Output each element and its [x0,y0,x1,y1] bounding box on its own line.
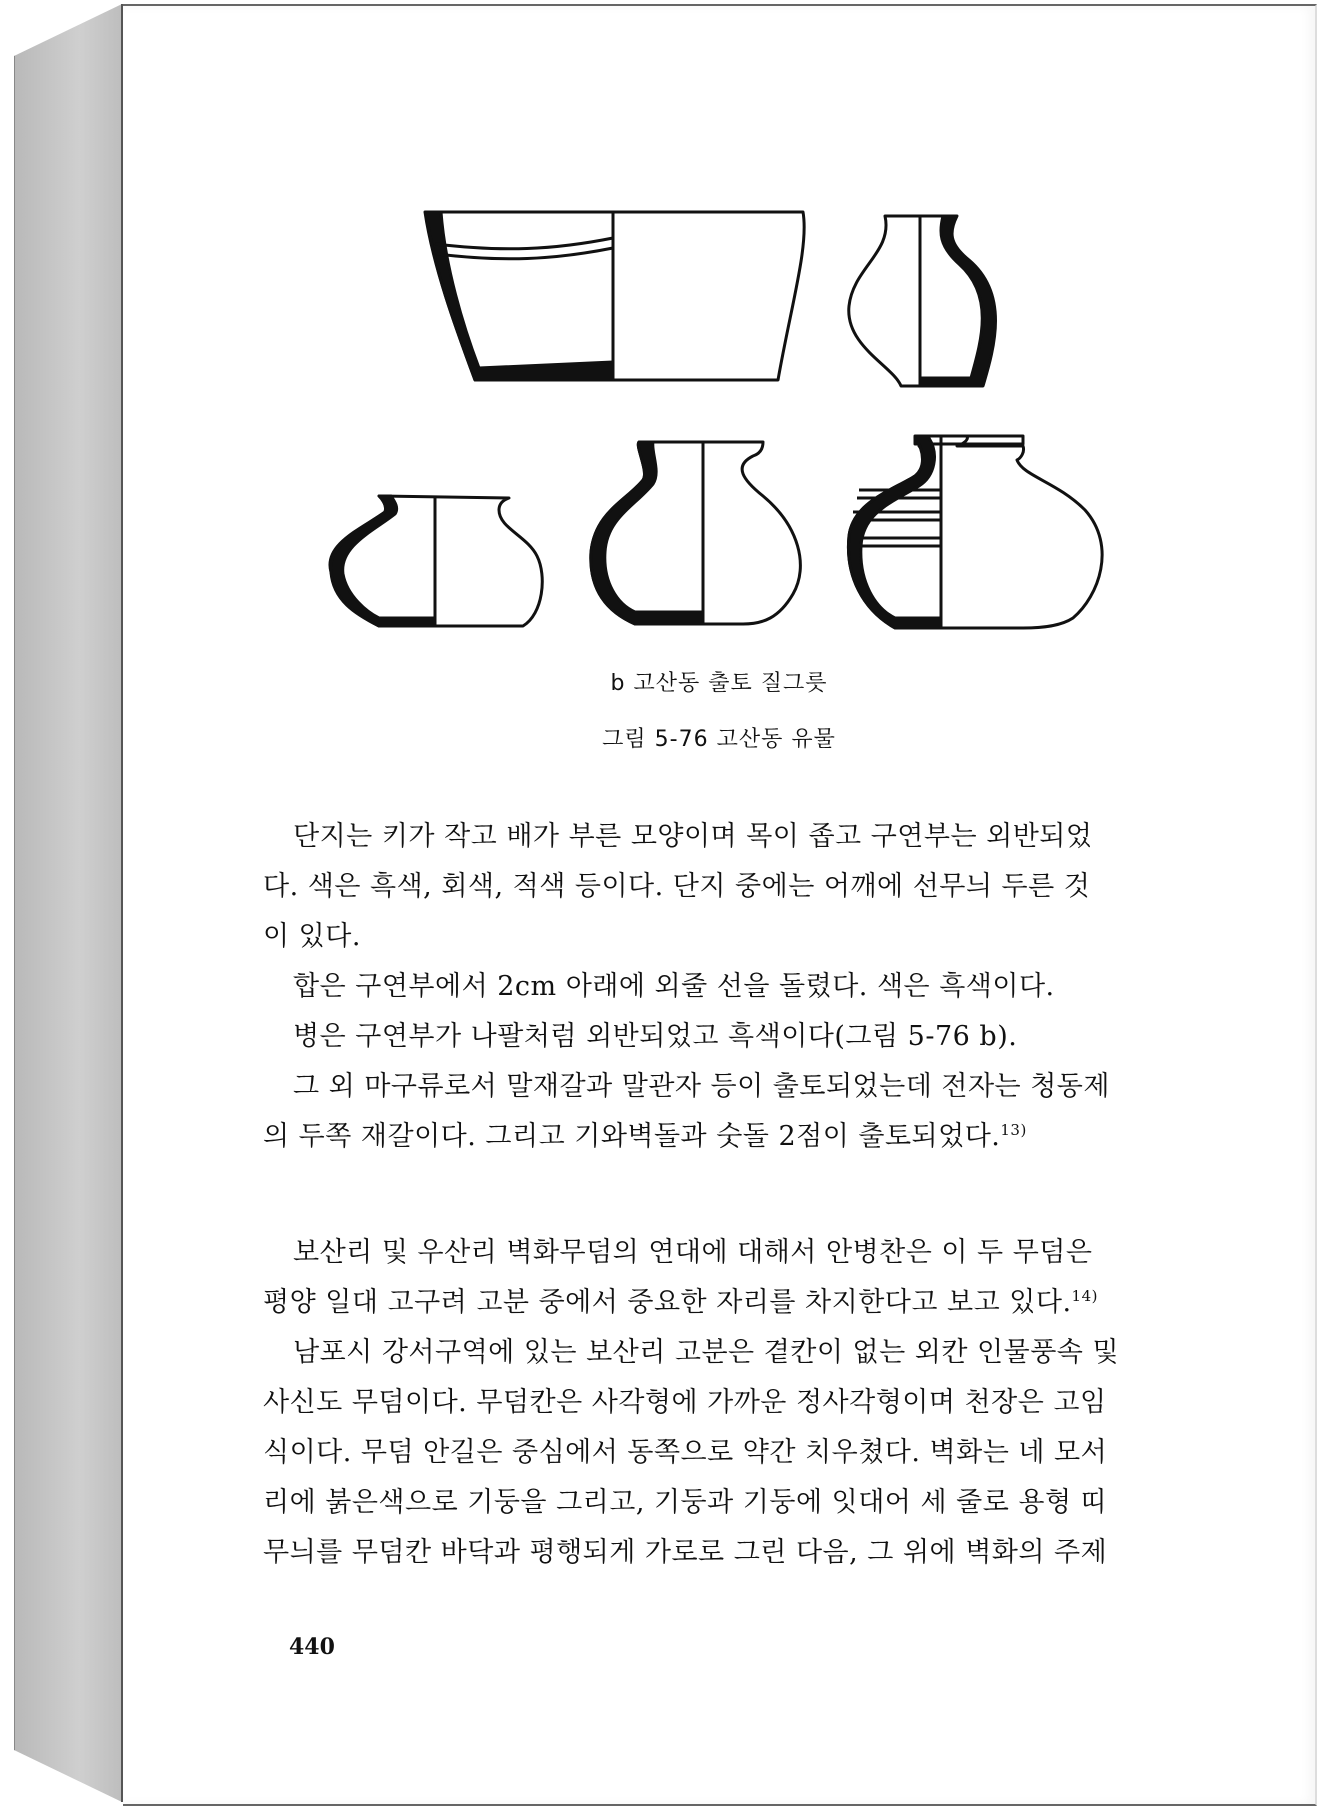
body-section-2 [263,1228,1313,1578]
paragraph: 그 외 마구류로서 말재갈과 말관자 등이 출토되었는데 전자는 청동제 의 두쪽 재갈이다. 그리고 기와벽돌과 숫돌 2점이 출토되었다.$^{13)}$ [263,1071,1110,1152]
paragraph: 단지는 키가 작고 배가 부른 모양이며 목이 좁고 구연부는 외반되었 다. 색은 흑색, 회색, 적색 등이다. 단지 중에는 어깨에 선무늬 두른 것 이 있다. [263,821,1093,952]
figure-subcaption: b 고산동 출토 질그릇 [610,671,828,696]
bottle-vessel [849,216,996,386]
footnote-marker: 14) [1071,1287,1098,1305]
jar-vessel [591,442,801,624]
figure-caption: 그림 5-76 고산동 유물 [602,727,836,752]
bowl-vessel [425,212,804,380]
pottery-figure [123,6,1315,646]
large-jar-vessel [848,436,1102,628]
book-page [123,4,1317,1806]
paragraph: 합은 구연부에서 2cm 아래에 외줄 선을 돌렸다. 색은 흑색이다. [293,971,1055,1002]
paragraph: 남포시 강서구역에 있는 보산리 고분은 곁칸이 없는 외칸 인물풍속 및 사신도 무덤이다. 무덤칸은 사각형에 가까운 정사각형이며 천장은 고임 식이다. 무덤 안길은 중심에서 동쪽으로 약간 치우쳤다. 벽화는 네 모서 리에 붉은색으로 기둥을 그리고, 기둥과 기둥에 잇대어 세 줄로 용형 띠 무늬를 무덤칸 바닥과 평행되게 가로로 그린 다음, 그 위에 벽화의 주제 [263,1337,1120,1568]
body-section-1 [263,812,1313,1162]
footnote-marker: 13) [1000,1121,1027,1139]
book-spine [14,4,123,1802]
paragraph: 병은 구연부가 나팔처럼 외반되었고 흑색이다(그림 5-76 b). [293,1021,1018,1052]
page-number: 440 [289,1634,335,1660]
small-jar-vessel [330,496,542,626]
paragraph: 보산리 및 우산리 벽화무덤의 연대에 대해서 안병찬은 이 두 무덤은 평양 일대 고구려 고분 중에서 중요한 자리를 차지한다고 보고 있다.$^{14)}$ [263,1237,1098,1318]
